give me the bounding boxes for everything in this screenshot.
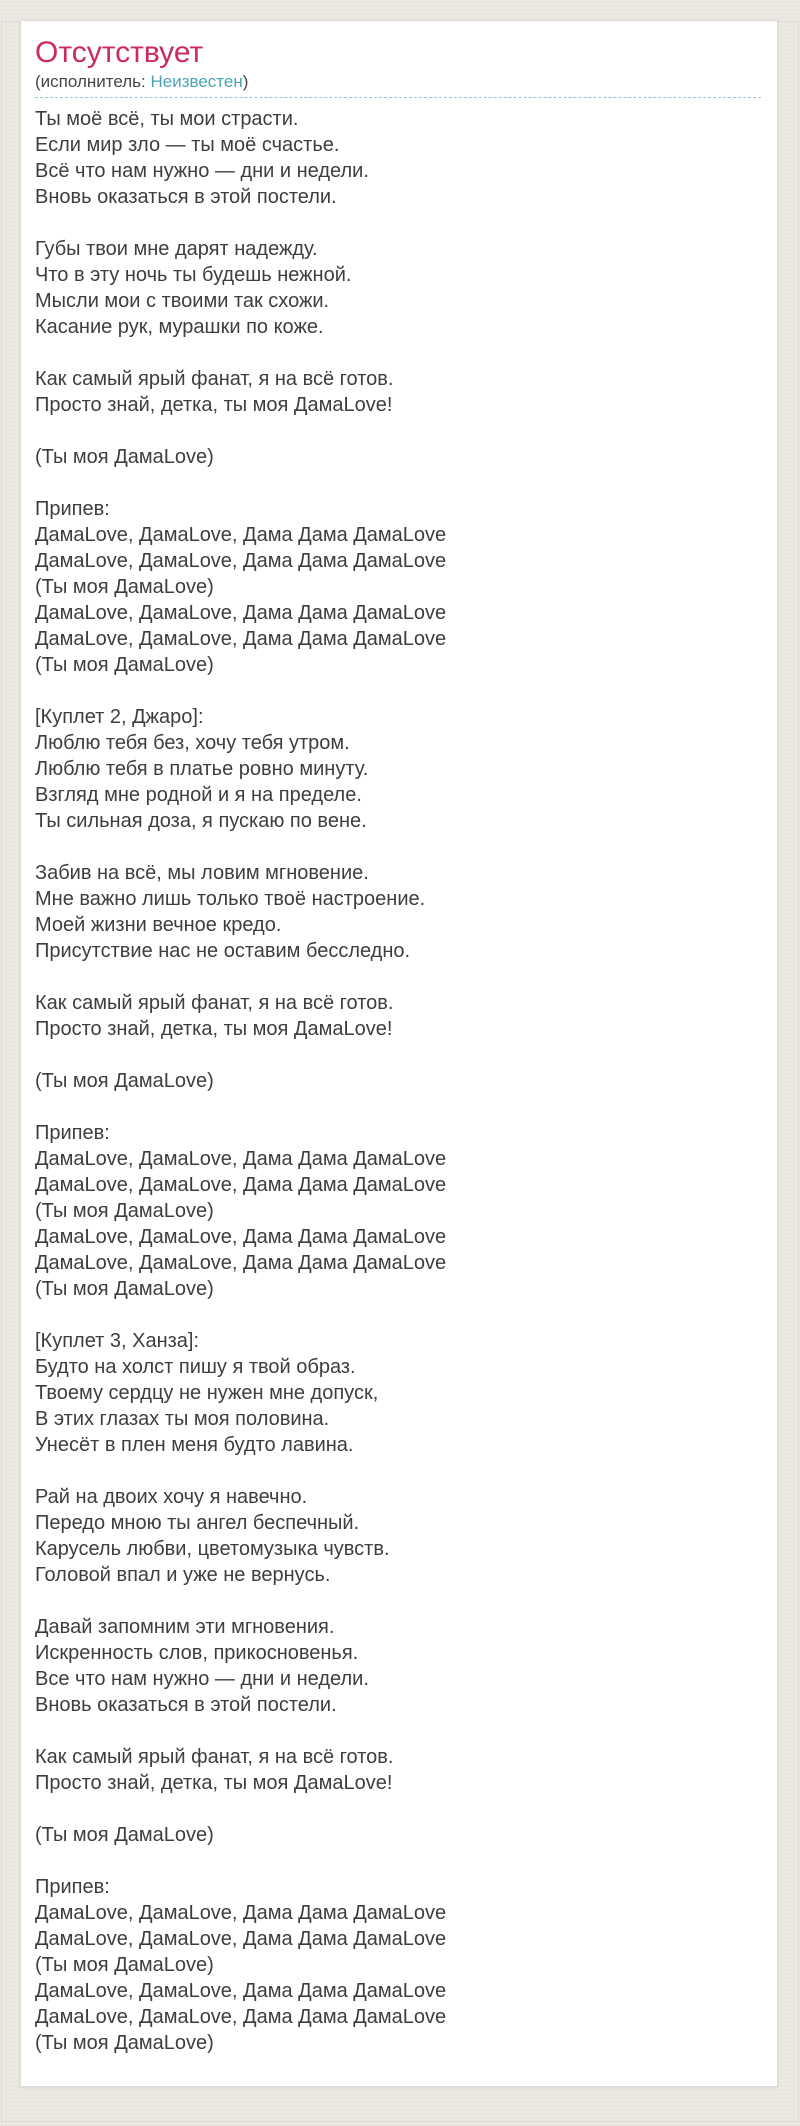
artist-label: (исполнитель: [35, 72, 151, 91]
lyrics-card [20, 20, 778, 2087]
artist-link[interactable]: Неизвестен [150, 72, 243, 91]
song-title: Отсутствует [35, 36, 204, 69]
artist-suffix: ) [242, 72, 249, 91]
song-header [35, 37, 761, 98]
artist-line [35, 72, 761, 91]
lyrics-text: Ты моё всё, ты мои страсти. Если мир зло — ты моё счастье. Всё что нам нужно — дни и недели. Вновь оказаться в этой постели. Губы твои мне дарят надежду. Что в эту ночь ты будешь нежной. Мысли мои с твоими так схожи. Касание рук, мурашки по коже. Как самый ярый фанат, я на всё готов. Просто знай, детка, ты моя ДамаLove! (Ты моя ДамаLove) Припев: ДамаLove, ДамаLove, Дама Дама ДамаLove ДамаLove, ДамаLove, Дама Дама ДамаLove (Ты моя ДамаLove) ДамаLove, ДамаLove, Дама Дама ДамаLove ДамаLove, ДамаLove, Дама Дама ДамаLove (Ты моя ДамаLove) [Куплет 2, Джаро]: Люблю тебя без, хочу тебя утром. Люблю тебя в платье ровно минуту. Взгляд мне родной и я на пределе. Ты сильная доза, я пускаю по вене. Забив на всё, мы ловим мгновение. Мне важно лишь только твоё настроение. Моей жизни вечное кредо. Присутствие нас не оставим бесследно. Как самый ярый фанат, я на всё готов. Просто знай, детка, ты моя ДамаLove! (Ты моя ДамаLove) Припев: ДамаLove, ДамаLove, Дама Дама ДамаLove ДамаLove, ДамаLove, Дама Дама ДамаLove (Ты моя ДамаLove) ДамаLove, ДамаLove, Дама Дама ДамаLove ДамаLove, ДамаLove, Дама Дама ДамаLove (Ты моя ДамаLove) [Куплет 3, Ханза]: Будто на холст пишу я твой образ. Твоему сердцу не нужен мне допуск, В этих глазах ты моя половина. Унесёт в плен меня будто лавина. Рай на двоих хочу я навечно. Передо мною ты ангел беспечный. Карусель любви, цветомузыка чувств. Головой впал и уже не вернусь. Давай запомним эти мгновения. Искренность слов, прикосновенья. Все что нам нужно — дни и недели. Вновь оказаться в этой постели. Как самый ярый фанат, я на всё готов. Просто знай, детка, ты моя ДамаLove! (Ты моя ДамаLove) Припев: ДамаLove, ДамаLove, Дама Дама ДамаLove ДамаLove, ДамаLove, Дама Дама ДамаLove (Ты моя ДамаLove) ДамаLove, ДамаLove, Дама Дама ДамаLove ДамаLove, ДамаLove, Дама Дама ДамаLove (Ты моя ДамаLove) [35, 108, 447, 2054]
